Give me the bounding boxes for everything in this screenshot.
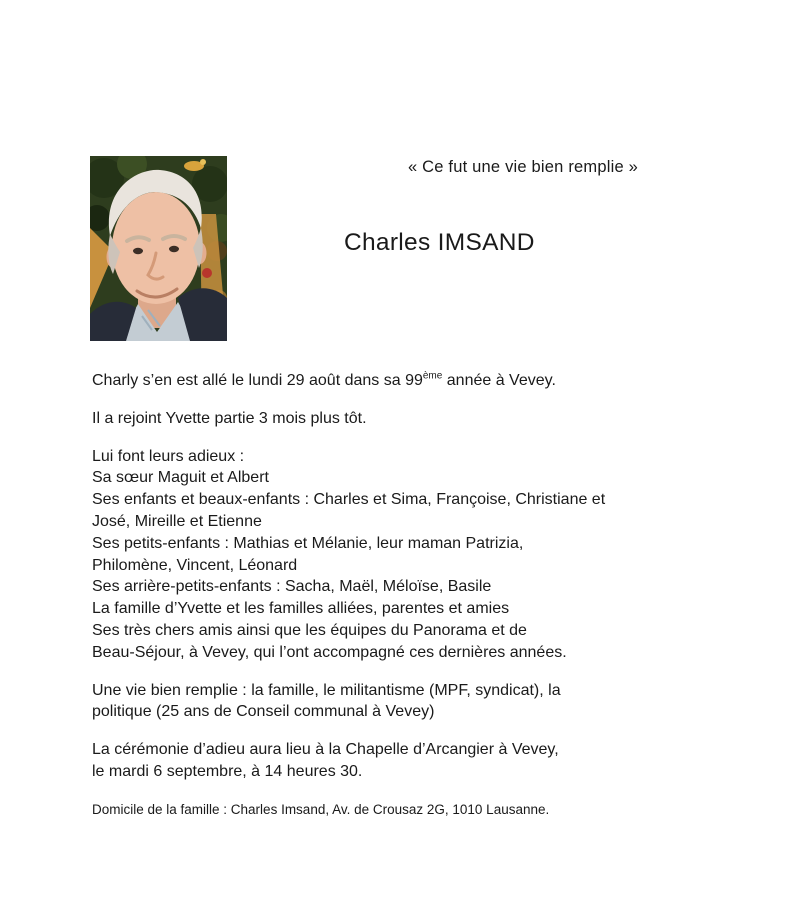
paragraph-family-list (92, 446, 692, 664)
family-list-line: Ses petits-enfants : Mathias et Mélanie, leur maman Patrizia, (92, 534, 524, 552)
ceremony-line: le mardi 6 septembre, à 14 heures 30. (92, 762, 363, 780)
paragraph-death-announcement: Charly s’en est allé le lundi 29 août dans sa 99ème année à Vevey. (92, 370, 556, 389)
family-list-line: La famille d’Yvette et les familles alliées, parentes et amies (92, 600, 510, 618)
family-list-line: Sa sœur Maguit et Albert (92, 469, 269, 487)
life-summary-line: politique (25 ans de Conseil communal à Vevey) (92, 703, 435, 721)
obituary-body (92, 370, 692, 837)
family-list-line: Ses arrière-petits-enfants : Sacha, Maël, Méloïse, Basile (92, 578, 492, 596)
life-summary-line: Une vie bien remplie : la famille, le militantisme (MPF, syndicat), la (92, 681, 561, 699)
paragraph-life-summary (92, 680, 692, 724)
ceremony-line: La cérémonie d’adieu aura lieu à la Chapelle d’Arcangier à Vevey, (92, 741, 559, 759)
ordinal-superscript: ème (422, 370, 443, 382)
paragraph-family-address: Domicile de la famille : Charles Imsand, Av. de Crousaz 2G, 1010 Lausanne. (92, 801, 550, 817)
family-list-line: José, Mireille et Etienne (92, 512, 262, 530)
portrait-photo (90, 156, 227, 341)
family-list-line: Beau-Séjour, à Vevey, qui l’ont accompagné ces dernières années. (92, 643, 567, 661)
family-list-line: Lui font leurs adieux : (92, 447, 245, 465)
family-list-line: Philomène, Vincent, Léonard (92, 556, 298, 574)
deceased-name: Charles IMSAND (344, 229, 535, 256)
paragraph-rejoint-yvette: Il a rejoint Yvette partie 3 mois plus tôt. (92, 409, 367, 427)
family-list-line: Ses enfants et beaux-enfants : Charles et Sima, Françoise, Christiane et (92, 491, 606, 509)
family-list-line: Ses très chers amis ainsi que les équipes du Panorama et de (92, 621, 527, 639)
paragraph-ceremony (92, 739, 692, 783)
memorial-quote: « Ce fut une vie bien remplie » (408, 158, 638, 176)
